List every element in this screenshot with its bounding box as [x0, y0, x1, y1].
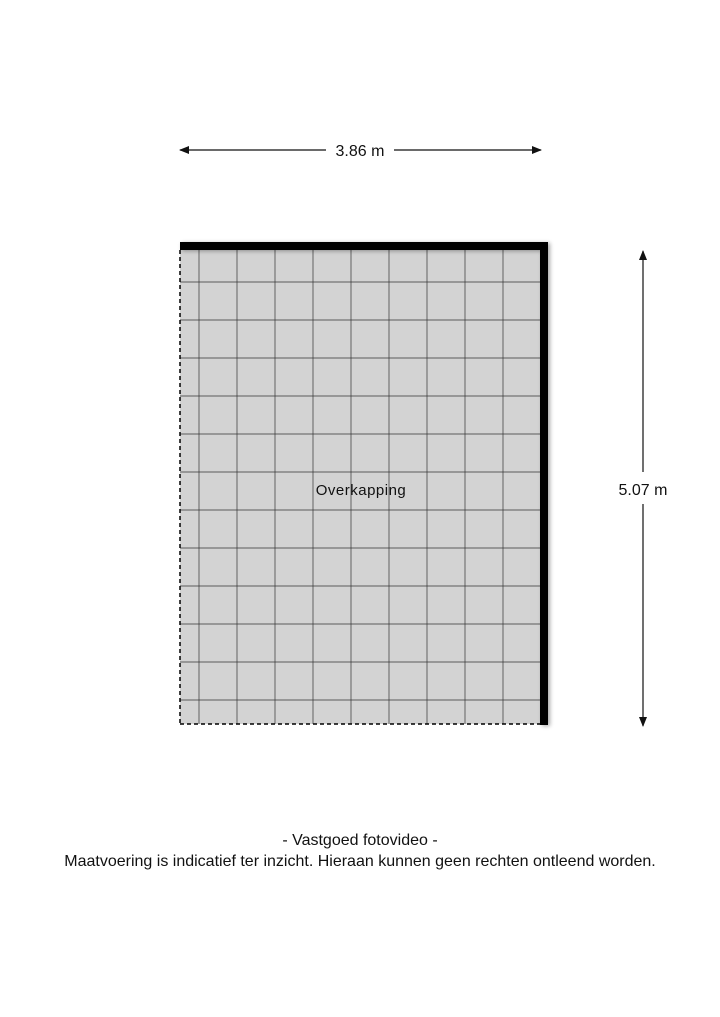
footer-credit: - Vastgoed fotovideo - [282, 832, 438, 849]
depth-dimension [619, 251, 668, 726]
footer-disclaimer: Maatvoering is indicatief ter inzicht. Hieraan kunnen geen rechten ontleend worden. [64, 853, 656, 870]
wall-top [180, 242, 548, 250]
width-dimension [180, 143, 541, 160]
room-label: Overkapping [315, 482, 407, 499]
depth-dimension-label: 5.07 m [618, 482, 668, 499]
width-dimension-label: 3.86 m [335, 143, 385, 160]
wall-right [540, 242, 548, 725]
